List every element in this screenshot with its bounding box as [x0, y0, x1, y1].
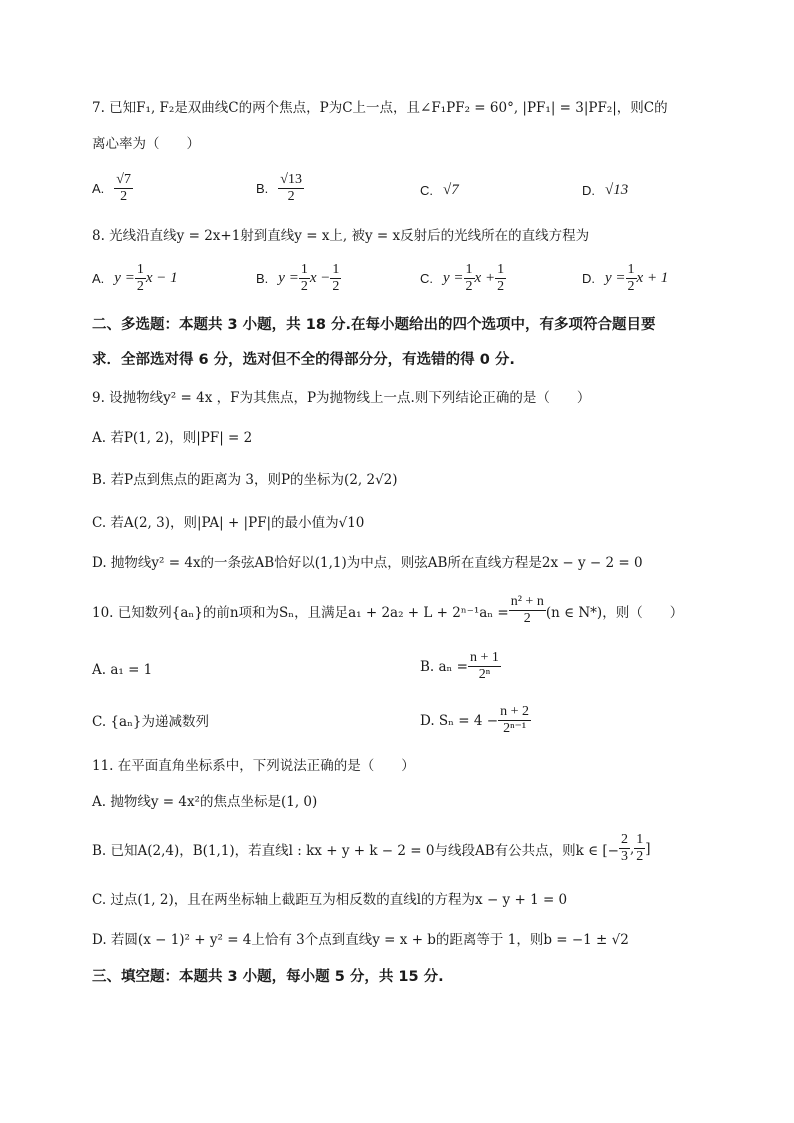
q11-option-a: A. 抛物线y = 4x²的焦点坐标是(1, 0) [92, 794, 318, 810]
q11-stem: 11. 在平面直角坐标系中，下列说法正确的是（ ） [92, 758, 415, 774]
q9-option-d: D. 抛物线y² = 4x的一条弦AB恰好以(1,1)为中点，则弦AB所在直线方程是2x − y − 2 = 0 [92, 555, 643, 571]
q9-option-b: B. 若P点到焦点的距离为 3，则P的坐标为(2, 2√2) [92, 472, 398, 488]
q8-option-c: C. y = $\frac{1}{2}$ x + $\frac{1}{2}$ [420, 262, 505, 294]
q7-option-d: D. √13 [582, 182, 629, 198]
q7-stem: 7. 已知F₁, F₂是双曲线C的两个焦点，P为C上一点，且∠F₁PF₂ = 60°, |PF₁| = 3|PF₂|，则C的 [92, 100, 668, 116]
q9-option-a: A. 若P(1, 2)，则|PF| = 2 [92, 430, 253, 446]
q11-option-b: B. 已知A(2,4)，B(1,1)，若直线l : kx + y + k − 2 = 0与线段AB有公共点，则k ∈ [− $\frac{2}{3}$ , $\frac{1}{2}$ ] [92, 832, 651, 864]
q8-stem: 8. 光线沿直线y = 2x+1射到直线y = x上, 被y = x反射后的光线所在的直线方程为 [92, 228, 590, 244]
q7-options [92, 172, 734, 212]
q11-option-d: D. 若圆(x − 1)² + y² = 4上恰有 3个点到直线y = x + b的距离等于 1，则b = −1 ± √2 [92, 932, 629, 948]
q9-option-c: C. 若A(2, 3)，则|PA| + |PF|的最小值为√10 [92, 515, 365, 531]
q9-stem: 9. 设抛物线y² = 4x ，F为其焦点，P为抛物线上一点.则下列结论正确的是（ ） [92, 390, 591, 406]
q10-stem: 10. 已知数列{aₙ}的前n项和为Sₙ，且满足a₁ + 2a₂ + L + 2ⁿ⁻¹aₙ = $\frac{\text{n² + n}}{2}$ (n ∈ N*)，则（ ） [92, 594, 684, 626]
q8-option-b: B. y = $\frac{1}{2}$ x − $\frac{1}{2}$ [256, 262, 340, 294]
section-2-heading-cont: 求．全部选对得 6 分，选对但不全的得部分分，有选错的得 0 分. [92, 352, 515, 368]
q8-option-d: D. y = $\frac{1}{2}$ x + 1 [582, 262, 669, 294]
q7-option-a: A. $\frac{√7}{2}$ [92, 172, 131, 204]
section-2-heading: 二、多选题：本题共 3 小题，共 18 分.在每小题给出的四个选项中，有多项符合题目要 [92, 317, 656, 333]
q7-option-c: C. √7 [420, 182, 459, 198]
q11-option-c: C. 过点(1, 2)，且在两坐标轴上截距互为相反数的直线l的方程为x − y + 1 = 0 [92, 892, 568, 908]
q8-option-a: A. y = $\frac{1}{2}$ x − 1 [92, 262, 178, 294]
q7-stem-cont: 离心率为（ ） [92, 136, 200, 152]
section-3-heading: 三、填空题：本题共 3 小题，每小题 5 分，共 15 分. [92, 969, 444, 985]
q10-option-d: D. Sₙ = 4 − $\frac{n + 2}{\text{2ⁿ⁻¹}}$ [420, 704, 530, 736]
q8-options [92, 262, 734, 302]
q10-option-a: A. a₁ = 1 [92, 662, 153, 678]
q10-option-b: B. aₙ = $\frac{n + 1}{\text{2ⁿ}}$ [420, 650, 499, 682]
q7-option-b: B. $\frac{√13}{2}$ [256, 172, 302, 204]
q10-option-c: C. {aₙ}为递减数列 [92, 714, 209, 730]
